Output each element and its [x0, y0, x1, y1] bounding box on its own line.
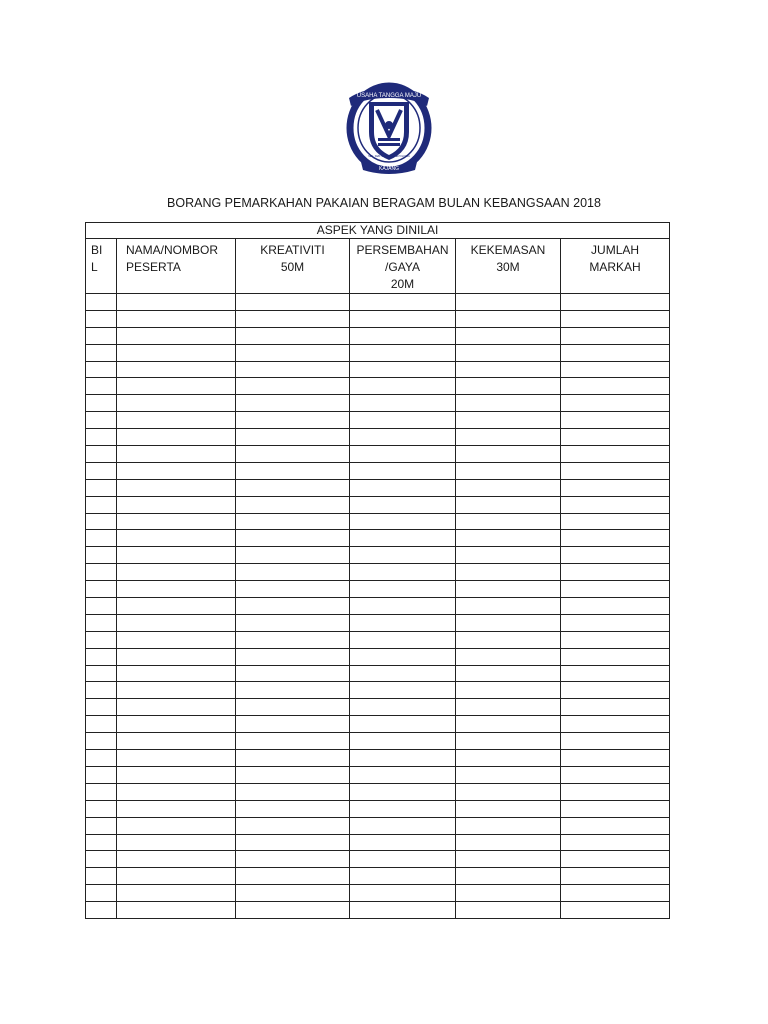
table-cell-nama[interactable] — [117, 513, 236, 530]
table-cell-kekemasan[interactable] — [456, 361, 561, 378]
table-cell-kekemasan[interactable] — [456, 716, 561, 733]
table-cell-jumlah[interactable] — [561, 648, 670, 665]
table-row — [86, 783, 670, 800]
table-cell-nama[interactable] — [117, 783, 236, 800]
table-cell-nama[interactable] — [117, 716, 236, 733]
table-cell-kreativiti[interactable] — [236, 665, 350, 682]
table-row — [86, 462, 670, 479]
table-cell-nama[interactable] — [117, 412, 236, 429]
table-cell-nama[interactable] — [117, 868, 236, 885]
table-cell-jumlah[interactable] — [561, 310, 670, 327]
table-cell-nama[interactable] — [117, 614, 236, 631]
table-cell-persembahan[interactable] — [350, 429, 456, 446]
table-cell-bil[interactable] — [86, 699, 117, 716]
table-cell-bil[interactable] — [86, 868, 117, 885]
table-cell-persembahan[interactable] — [350, 344, 456, 361]
table-cell-kekemasan[interactable] — [456, 902, 561, 919]
table-cell-nama[interactable] — [117, 547, 236, 564]
table-row — [86, 699, 670, 716]
table-cell-kreativiti[interactable] — [236, 412, 350, 429]
column-header-line: 30M — [496, 260, 520, 274]
table-cell-persembahan[interactable] — [350, 530, 456, 547]
table-cell-nama[interactable] — [117, 581, 236, 598]
table-row — [86, 902, 670, 919]
table-cell-kekemasan[interactable] — [456, 395, 561, 412]
table-cell-nama[interactable] — [117, 648, 236, 665]
table-row — [86, 598, 670, 615]
table-cell-bil[interactable] — [86, 631, 117, 648]
table-cell-persembahan[interactable] — [350, 851, 456, 868]
table-cell-kekemasan[interactable] — [456, 766, 561, 783]
table-cell-bil[interactable] — [86, 462, 117, 479]
form-title: BORANG PEMARKAHAN PAKAIAN BERAGAM BULAN KEBANGSAAN 2018 — [167, 196, 601, 210]
column-header-jumlah — [561, 239, 670, 294]
table-cell-bil[interactable] — [86, 733, 117, 750]
aspek-group-header: ASPEK YANG DINILAI — [86, 223, 670, 239]
table-cell-persembahan[interactable] — [350, 564, 456, 581]
table-cell-kreativiti[interactable] — [236, 648, 350, 665]
table-cell-persembahan[interactable] — [350, 598, 456, 615]
table-cell-bil[interactable] — [86, 902, 117, 919]
logo-ring-text: SEK. KEB. JALAN SEMENYIH DUA — [368, 155, 410, 158]
table-row — [86, 378, 670, 395]
table-cell-nama[interactable] — [117, 834, 236, 851]
table-cell-persembahan[interactable] — [350, 733, 456, 750]
table-cell-bil[interactable] — [86, 412, 117, 429]
table-row — [86, 530, 670, 547]
table-cell-jumlah[interactable] — [561, 665, 670, 682]
table-cell-bil[interactable] — [86, 344, 117, 361]
table-cell-kreativiti[interactable] — [236, 817, 350, 834]
column-header-bil — [86, 239, 117, 294]
table-cell-bil[interactable] — [86, 547, 117, 564]
table-cell-jumlah[interactable] — [561, 564, 670, 581]
table-cell-bil[interactable] — [86, 429, 117, 446]
table-cell-jumlah[interactable] — [561, 766, 670, 783]
table-cell-nama[interactable] — [117, 479, 236, 496]
table-cell-nama[interactable] — [117, 766, 236, 783]
table-cell-kekemasan[interactable] — [456, 327, 561, 344]
table-cell-kekemasan[interactable] — [456, 547, 561, 564]
table-row — [86, 412, 670, 429]
table-cell-bil[interactable] — [86, 530, 117, 547]
table-cell-bil[interactable] — [86, 479, 117, 496]
table-cell-nama[interactable] — [117, 885, 236, 902]
table-cell-kekemasan[interactable] — [456, 530, 561, 547]
table-cell-jumlah[interactable] — [561, 378, 670, 395]
table-cell-kekemasan[interactable] — [456, 564, 561, 581]
column-header-line: 20M — [390, 277, 415, 291]
table-cell-kekemasan[interactable] — [456, 513, 561, 530]
table-cell-persembahan[interactable] — [350, 310, 456, 327]
table-row — [86, 327, 670, 344]
table-cell-jumlah[interactable] — [561, 361, 670, 378]
table-cell-persembahan[interactable] — [350, 716, 456, 733]
table-cell-persembahan[interactable] — [350, 885, 456, 902]
table-cell-jumlah[interactable] — [561, 294, 670, 311]
table-cell-nama[interactable] — [117, 446, 236, 463]
table-cell-persembahan[interactable] — [350, 479, 456, 496]
table-cell-kekemasan[interactable] — [456, 344, 561, 361]
table-row — [86, 733, 670, 750]
column-header-line: L — [91, 260, 98, 274]
table-cell-nama[interactable] — [117, 902, 236, 919]
table-cell-nama[interactable] — [117, 631, 236, 648]
table-cell-nama[interactable] — [117, 496, 236, 513]
table-cell-kekemasan[interactable] — [456, 412, 561, 429]
table-cell-jumlah[interactable] — [561, 631, 670, 648]
table-cell-kekemasan[interactable] — [456, 733, 561, 750]
table-cell-jumlah[interactable] — [561, 851, 670, 868]
table-cell-kekemasan[interactable] — [456, 851, 561, 868]
table-cell-persembahan[interactable] — [350, 395, 456, 412]
table-cell-jumlah[interactable] — [561, 327, 670, 344]
table-cell-persembahan[interactable] — [350, 834, 456, 851]
table-cell-kreativiti[interactable] — [236, 547, 350, 564]
column-header-nama — [117, 239, 236, 294]
table-cell-kreativiti[interactable] — [236, 479, 350, 496]
table-cell-jumlah[interactable] — [561, 446, 670, 463]
table-cell-jumlah[interactable] — [561, 750, 670, 767]
table-cell-nama[interactable] — [117, 682, 236, 699]
table-cell-nama[interactable] — [117, 378, 236, 395]
table-cell-kreativiti[interactable] — [236, 378, 350, 395]
table-cell-persembahan[interactable] — [350, 513, 456, 530]
table-cell-kekemasan[interactable] — [456, 783, 561, 800]
table-cell-jumlah[interactable] — [561, 699, 670, 716]
table-cell-kekemasan[interactable] — [456, 446, 561, 463]
table-cell-bil[interactable] — [86, 513, 117, 530]
table-cell-persembahan[interactable] — [350, 868, 456, 885]
table-cell-persembahan[interactable] — [350, 631, 456, 648]
table-cell-kekemasan[interactable] — [456, 682, 561, 699]
table-cell-kekemasan[interactable] — [456, 614, 561, 631]
table-cell-kreativiti[interactable] — [236, 699, 350, 716]
table-row — [86, 665, 670, 682]
table-cell-bil[interactable] — [86, 294, 117, 311]
table-cell-nama[interactable] — [117, 530, 236, 547]
table-cell-nama[interactable] — [117, 817, 236, 834]
table-cell-persembahan[interactable] — [350, 902, 456, 919]
table-cell-nama[interactable] — [117, 344, 236, 361]
table-row — [86, 631, 670, 648]
table-row — [86, 294, 670, 311]
table-cell-kekemasan[interactable] — [456, 581, 561, 598]
table-row — [86, 851, 670, 868]
table-cell-kreativiti[interactable] — [236, 885, 350, 902]
scoring-table — [85, 222, 670, 919]
table-cell-kreativiti[interactable] — [236, 598, 350, 615]
table-cell-jumlah[interactable] — [561, 513, 670, 530]
table-cell-nama[interactable] — [117, 733, 236, 750]
table-cell-bil[interactable] — [86, 682, 117, 699]
table-cell-kreativiti[interactable] — [236, 327, 350, 344]
table-cell-jumlah[interactable] — [561, 412, 670, 429]
table-cell-jumlah[interactable] — [561, 885, 670, 902]
table-cell-persembahan[interactable] — [350, 648, 456, 665]
table-cell-kreativiti[interactable] — [236, 496, 350, 513]
column-header-kekemasan — [456, 239, 561, 294]
table-row — [86, 479, 670, 496]
table-cell-kekemasan[interactable] — [456, 462, 561, 479]
table-cell-jumlah[interactable] — [561, 462, 670, 479]
table-cell-bil[interactable] — [86, 395, 117, 412]
column-header-line: PESERTA — [126, 260, 181, 274]
table-cell-jumlah[interactable] — [561, 682, 670, 699]
table-cell-persembahan[interactable] — [350, 412, 456, 429]
table-cell-bil[interactable] — [86, 581, 117, 598]
table-cell-nama[interactable] — [117, 598, 236, 615]
table-cell-kreativiti[interactable] — [236, 429, 350, 446]
table-cell-persembahan[interactable] — [350, 800, 456, 817]
column-header-line: MARKAH — [589, 260, 641, 274]
table-row — [86, 766, 670, 783]
table-cell-kekemasan[interactable] — [456, 378, 561, 395]
table-cell-jumlah[interactable] — [561, 614, 670, 631]
table-cell-nama[interactable] — [117, 429, 236, 446]
table-cell-kreativiti[interactable] — [236, 834, 350, 851]
table-cell-persembahan[interactable] — [350, 361, 456, 378]
column-header-line: JUMLAH — [591, 243, 640, 257]
table-cell-kekemasan[interactable] — [456, 310, 561, 327]
table-cell-kreativiti[interactable] — [236, 733, 350, 750]
table-row — [86, 429, 670, 446]
column-header-kreativiti — [236, 239, 350, 294]
table-cell-persembahan[interactable] — [350, 294, 456, 311]
table-cell-kreativiti[interactable] — [236, 902, 350, 919]
table-cell-persembahan[interactable] — [350, 682, 456, 699]
table-cell-nama[interactable] — [117, 750, 236, 767]
school-crest-logo — [343, 80, 435, 180]
column-header-line: NAMA/NOMBOR — [126, 243, 219, 257]
table-cell-jumlah[interactable] — [561, 429, 670, 446]
table-cell-kekemasan[interactable] — [456, 294, 561, 311]
table-cell-kreativiti[interactable] — [236, 868, 350, 885]
column-header-line: BI — [91, 243, 103, 257]
table-row — [86, 682, 670, 699]
table-cell-kreativiti[interactable] — [236, 750, 350, 767]
table-cell-nama[interactable] — [117, 310, 236, 327]
table-cell-jumlah[interactable] — [561, 344, 670, 361]
table-cell-jumlah[interactable] — [561, 395, 670, 412]
table-cell-persembahan[interactable] — [350, 462, 456, 479]
table-cell-jumlah[interactable] — [561, 733, 670, 750]
table-cell-nama[interactable] — [117, 800, 236, 817]
table-cell-kekemasan[interactable] — [456, 800, 561, 817]
table-cell-jumlah[interactable] — [561, 581, 670, 598]
table-cell-kreativiti[interactable] — [236, 395, 350, 412]
table-cell-nama[interactable] — [117, 361, 236, 378]
table-cell-nama[interactable] — [117, 327, 236, 344]
table-cell-kekemasan[interactable] — [456, 665, 561, 682]
table-cell-persembahan[interactable] — [350, 817, 456, 834]
table-row — [86, 885, 670, 902]
table-cell-bil[interactable] — [86, 834, 117, 851]
table-cell-kreativiti[interactable] — [236, 462, 350, 479]
table-cell-nama[interactable] — [117, 564, 236, 581]
column-header-line: KEKEMASAN — [470, 243, 546, 257]
table-row — [86, 817, 670, 834]
table-cell-jumlah[interactable] — [561, 598, 670, 615]
table-cell-jumlah[interactable] — [561, 530, 670, 547]
table-cell-bil[interactable] — [86, 598, 117, 615]
table-cell-kreativiti[interactable] — [236, 851, 350, 868]
column-header-persembahan — [350, 239, 456, 294]
table-cell-kreativiti[interactable] — [236, 294, 350, 311]
table-row — [86, 395, 670, 412]
column-header-line: /GAYA — [385, 260, 420, 274]
table-cell-bil[interactable] — [86, 817, 117, 834]
table-cell-jumlah[interactable] — [561, 902, 670, 919]
table-cell-kekemasan[interactable] — [456, 631, 561, 648]
table-cell-kekemasan[interactable] — [456, 429, 561, 446]
table-row — [86, 800, 670, 817]
table-cell-bil[interactable] — [86, 446, 117, 463]
table-cell-kreativiti[interactable] — [236, 581, 350, 598]
header-row — [86, 239, 670, 294]
table-cell-kekemasan[interactable] — [456, 479, 561, 496]
table-cell-kreativiti[interactable] — [236, 614, 350, 631]
table-cell-kreativiti[interactable] — [236, 446, 350, 463]
table-cell-kekemasan[interactable] — [456, 868, 561, 885]
table-cell-bil[interactable] — [86, 665, 117, 682]
table-cell-kreativiti[interactable] — [236, 310, 350, 327]
table-cell-kreativiti[interactable] — [236, 682, 350, 699]
logo-motto: USAHA TANGGA MAJU — [356, 93, 422, 99]
table-cell-persembahan[interactable] — [350, 547, 456, 564]
table-cell-kreativiti[interactable] — [236, 513, 350, 530]
table-cell-bil[interactable] — [86, 885, 117, 902]
table-cell-persembahan[interactable] — [350, 665, 456, 682]
table-cell-bil[interactable] — [86, 361, 117, 378]
table-cell-bil[interactable] — [86, 716, 117, 733]
table-cell-persembahan[interactable] — [350, 750, 456, 767]
table-cell-kreativiti[interactable] — [236, 344, 350, 361]
table-row — [86, 648, 670, 665]
table-cell-jumlah[interactable] — [561, 547, 670, 564]
table-cell-kreativiti[interactable] — [236, 800, 350, 817]
table-cell-persembahan[interactable] — [350, 378, 456, 395]
table-cell-jumlah[interactable] — [561, 496, 670, 513]
table-row — [86, 716, 670, 733]
table-row — [86, 446, 670, 463]
column-header-line: KREATIVITI — [260, 243, 325, 257]
table-cell-kreativiti[interactable] — [236, 631, 350, 648]
table-cell-persembahan[interactable] — [350, 783, 456, 800]
table-cell-kekemasan[interactable] — [456, 817, 561, 834]
table-cell-bil[interactable] — [86, 851, 117, 868]
table-row — [86, 564, 670, 581]
table-cell-persembahan[interactable] — [350, 446, 456, 463]
table-row — [86, 361, 670, 378]
table-cell-bil[interactable] — [86, 800, 117, 817]
table-cell-bil[interactable] — [86, 564, 117, 581]
logo-place: KAJANG — [378, 166, 400, 172]
table-row — [86, 581, 670, 598]
table-cell-persembahan[interactable] — [350, 327, 456, 344]
table-cell-kekemasan[interactable] — [456, 750, 561, 767]
table-cell-bil[interactable] — [86, 766, 117, 783]
table-cell-nama[interactable] — [117, 851, 236, 868]
table-row — [86, 547, 670, 564]
table-cell-persembahan[interactable] — [350, 581, 456, 598]
table-cell-jumlah[interactable] — [561, 479, 670, 496]
table-cell-kreativiti[interactable] — [236, 766, 350, 783]
table-cell-kreativiti[interactable] — [236, 361, 350, 378]
table-cell-bil[interactable] — [86, 648, 117, 665]
table-cell-jumlah[interactable] — [561, 716, 670, 733]
table-cell-nama[interactable] — [117, 395, 236, 412]
table-cell-bil[interactable] — [86, 614, 117, 631]
table-cell-nama[interactable] — [117, 294, 236, 311]
table-row — [86, 614, 670, 631]
table-cell-kekemasan[interactable] — [456, 699, 561, 716]
table-cell-persembahan[interactable] — [350, 614, 456, 631]
table-cell-bil[interactable] — [86, 378, 117, 395]
table-cell-jumlah[interactable] — [561, 800, 670, 817]
table-cell-kreativiti[interactable] — [236, 716, 350, 733]
column-header-line: PERSEMBAHAN — [356, 243, 449, 257]
table-row — [86, 496, 670, 513]
table-cell-nama[interactable] — [117, 462, 236, 479]
table-cell-persembahan[interactable] — [350, 496, 456, 513]
table-cell-kreativiti[interactable] — [236, 783, 350, 800]
table-row — [86, 750, 670, 767]
table-cell-bil[interactable] — [86, 783, 117, 800]
table-cell-bil[interactable] — [86, 327, 117, 344]
table-cell-kekemasan[interactable] — [456, 885, 561, 902]
column-header-line: 50M — [280, 260, 305, 274]
table-cell-kekemasan[interactable] — [456, 834, 561, 851]
table-cell-jumlah[interactable] — [561, 783, 670, 800]
table-cell-kreativiti[interactable] — [236, 530, 350, 547]
table-cell-persembahan[interactable] — [350, 699, 456, 716]
table-cell-kekemasan[interactable] — [456, 648, 561, 665]
table-cell-nama[interactable] — [117, 699, 236, 716]
table-cell-jumlah[interactable] — [561, 817, 670, 834]
table-cell-jumlah[interactable] — [561, 868, 670, 885]
table-cell-kekemasan[interactable] — [456, 496, 561, 513]
table-cell-jumlah[interactable] — [561, 834, 670, 851]
table-row — [86, 868, 670, 885]
table-row — [86, 513, 670, 530]
table-cell-kreativiti[interactable] — [236, 564, 350, 581]
table-row — [86, 834, 670, 851]
table-cell-bil[interactable] — [86, 750, 117, 767]
table-cell-nama[interactable] — [117, 665, 236, 682]
table-row — [86, 344, 670, 361]
table-cell-bil[interactable] — [86, 310, 117, 327]
table-cell-kekemasan[interactable] — [456, 598, 561, 615]
table-row — [86, 310, 670, 327]
table-cell-persembahan[interactable] — [350, 766, 456, 783]
table-cell-bil[interactable] — [86, 496, 117, 513]
